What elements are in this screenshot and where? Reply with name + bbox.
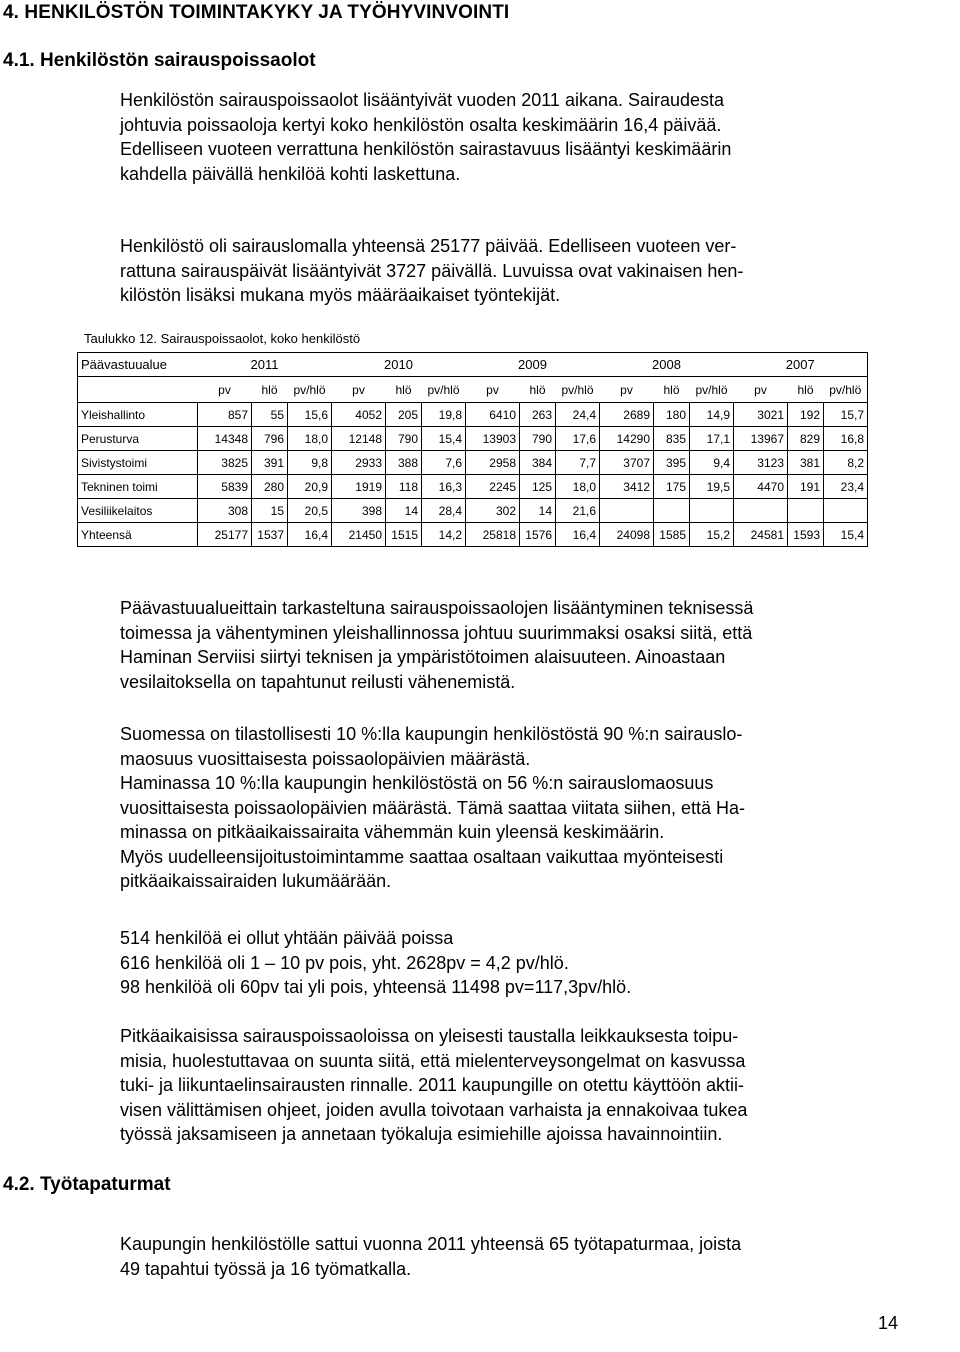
paragraph-long-term [120, 1024, 910, 1147]
paragraph-statistics [120, 722, 910, 894]
table-cell: 9,4 [690, 451, 734, 475]
text-line: Henkilöstön sairauspoissaolot lisääntyivät vuoden 2011 aikana. Sairaudesta [120, 90, 725, 110]
table-row-label: Yleishallinto [78, 403, 198, 427]
table-cell: 20,9 [288, 475, 332, 499]
table-cell: 1919 [332, 475, 386, 499]
table-cell: 25177 [198, 523, 252, 547]
table-row [78, 523, 868, 547]
table-year-header: 2007 [734, 353, 868, 377]
table-cell: 191 [788, 475, 824, 499]
table-cell: 55 [252, 403, 288, 427]
section-heading: 4. HENKILÖSTÖN TOIMINTAKYKY JA TYÖHYVINVOINTI [3, 2, 510, 23]
table-cell: 14348 [198, 427, 252, 451]
table-cell: 25818 [466, 523, 520, 547]
table-cell: 398 [332, 499, 386, 523]
table-cell: 9,8 [288, 451, 332, 475]
table-cell: 14290 [600, 427, 654, 451]
table-cell: 15,6 [288, 403, 332, 427]
text-line: johtuvia poissaoloja kertyi koko henkilöstön osalta keskimäärin 16,4 päivää. [120, 114, 722, 135]
table-cell: 205 [386, 403, 422, 427]
table-cell: 263 [520, 403, 556, 427]
table-cell: 18,0 [556, 475, 600, 499]
table-cell: 19,5 [690, 475, 734, 499]
table-cell: 3021 [734, 403, 788, 427]
table-cell: 2933 [332, 451, 386, 475]
table-cell: 381 [788, 451, 824, 475]
page-number: 14 [877, 1313, 898, 1333]
text-line: toimessa ja vähentyminen yleishallinnossa johtuu suurimmaksi osaksi siitä, että [120, 622, 753, 643]
table-subheader: pv [352, 382, 365, 397]
table-subheader: hlö [663, 382, 680, 397]
table-cell: 384 [520, 451, 556, 475]
table-cell: 23,4 [824, 475, 868, 499]
text-line: 98 henkilöä oli 60pv tai yli pois, yhteensä 11498 pv=117,3pv/hlö. [120, 977, 632, 997]
paragraph-analysis [120, 596, 910, 694]
table-cell [734, 499, 788, 523]
table-cell: 835 [654, 427, 690, 451]
table-cell: 16,4 [288, 523, 332, 547]
table-cell: 4052 [332, 403, 386, 427]
text-line: Henkilöstö oli sairauslomalla yhteensä 25177 päivää. Edelliseen vuoteen ver- [120, 236, 737, 256]
text-line: Haminassa 10 %:lla kaupungin henkilöstöstä on 56 %:n sairauslomaosuus [120, 773, 714, 793]
table-cell: 829 [788, 427, 824, 451]
table-row [78, 499, 868, 523]
table-cell: 2689 [600, 403, 654, 427]
table-cell: 13967 [734, 427, 788, 451]
sick-leave-table [77, 352, 868, 547]
table-subheader: pv [620, 382, 633, 397]
text-line: 49 tapahtui työssä ja 16 työmatkalla. [120, 1258, 412, 1279]
table-subheader: pv [218, 382, 231, 397]
table-cell: 1593 [788, 523, 824, 547]
table-cell: 118 [386, 475, 422, 499]
table-row [78, 475, 868, 499]
text-line: maosuus vuosittaisesta poissaolopäivien määrästä. [120, 748, 531, 769]
table-subheader: pv/hlö [293, 382, 326, 397]
table-year-header: 2011 [198, 353, 332, 377]
text-line: 514 henkilöä ei ollut yhtään päivää poissa [120, 928, 454, 948]
table-subheader: pv/hlö [427, 382, 460, 397]
table-cell: 3412 [600, 475, 654, 499]
text-line: työssä jaksamiseen ja annetaan työkaluja esimiehille ajoissa havainnointiin. [120, 1124, 723, 1144]
table-subheader: pv/hlö [561, 382, 594, 397]
table-cell: 796 [252, 427, 288, 451]
table-cell: 14 [386, 499, 422, 523]
table-cell: 15,4 [824, 523, 868, 547]
table-row [78, 451, 868, 475]
paragraph-intro [120, 88, 910, 186]
table-cell: 302 [466, 499, 520, 523]
paragraph-accidents [120, 1232, 910, 1281]
table-row-label: Sivistystoimi [78, 451, 198, 475]
table-cell: 14,2 [422, 523, 466, 547]
table-row [78, 427, 868, 451]
table-cell: 2245 [466, 475, 520, 499]
table-cell: 12148 [332, 427, 386, 451]
table-cell: 13903 [466, 427, 520, 451]
table-cell: 3123 [734, 451, 788, 475]
table-header-row [78, 353, 868, 377]
table-cell [824, 499, 868, 523]
paragraph-absence-counts [120, 926, 910, 1000]
subsection-heading-sick-leave: 4.1. Henkilöstön sairauspoissaolot [3, 50, 316, 71]
table-cell: 1537 [252, 523, 288, 547]
table-subheader: hlö [395, 382, 412, 397]
table-subheader: hlö [261, 382, 278, 397]
table-cell: 175 [654, 475, 690, 499]
table-year-header: 2008 [600, 353, 734, 377]
table-cell: 4470 [734, 475, 788, 499]
text-line: tuki- ja liikuntaelinsairausten rinnalle. 2011 kaupungille on otettu käyttöön aktii- [120, 1075, 745, 1095]
table-cell: 15,2 [690, 523, 734, 547]
table-subheader: hlö [529, 382, 546, 397]
table-row-label: Vesiliikelaitos [78, 499, 198, 523]
text-line: kilöstön lisäksi mukana myös määräaikaiset työntekijät. [120, 285, 561, 305]
table-subheader: pv [486, 382, 499, 397]
text-line: kahdella päivällä henkilöä kohti laskettuna. [120, 163, 461, 184]
text-line: minassa on pitkäaikaissairaita vähemmän kuin yleensä keskimäärin. [120, 822, 665, 842]
table-cell: 15 [252, 499, 288, 523]
table-cell: 16,4 [556, 523, 600, 547]
text-line: Pitkäaikaisissa sairauspoissaoloissa on yleisesti taustalla leikkauksesta toipu- [120, 1026, 739, 1046]
table-cell: 395 [654, 451, 690, 475]
table-cell: 1576 [520, 523, 556, 547]
table-cell: 14,9 [690, 403, 734, 427]
table-cell: 391 [252, 451, 288, 475]
table-cell: 16,3 [422, 475, 466, 499]
table-cell: 6410 [466, 403, 520, 427]
text-line: Edelliseen vuoteen verrattuna henkilöstön sairastavuus lisääntyi keskimäärin [120, 139, 732, 159]
table-cell: 20,5 [288, 499, 332, 523]
table-year-header: 2009 [466, 353, 600, 377]
text-line: Haminan Serviisi siirtyi teknisen ja ympäristötoimen alaisuuteen. Ainoastaan [120, 647, 726, 667]
table-row-label: Perusturva [78, 427, 198, 451]
subsection-heading-accidents: 4.2. Työtapaturmat [3, 1174, 171, 1195]
text-line: vesilaitoksella on tapahtunut reilusti vähenemistä. [120, 671, 516, 692]
table-subheader: pv/hlö [695, 382, 728, 397]
table-cell: 125 [520, 475, 556, 499]
table-cell [600, 499, 654, 523]
table-subheader: pv/hlö [824, 377, 868, 403]
table-cell [788, 499, 824, 523]
table-cell: 3825 [198, 451, 252, 475]
table-corner-label: Päävastuualue [78, 353, 198, 377]
table-cell: 1585 [654, 523, 690, 547]
table-cell: 24581 [734, 523, 788, 547]
table-cell: 28,4 [422, 499, 466, 523]
table-subheader-row [78, 377, 868, 403]
table-cell [690, 499, 734, 523]
text-line: Päävastuualueittain tarkasteltuna sairauspoissaolojen lisääntyminen teknisessä [120, 598, 754, 618]
table-cell: 180 [654, 403, 690, 427]
text-line: rattuna sairauspäivät lisääntyivät 3727 päivällä. Luvuissa ovat vakinaisen hen- [120, 260, 744, 281]
table-row [78, 403, 868, 427]
table-row-label: Yhteensä [78, 523, 198, 547]
table-row-label: Tekninen toimi [78, 475, 198, 499]
table-cell: 21450 [332, 523, 386, 547]
table-cell: 19,8 [422, 403, 466, 427]
table-cell: 5839 [198, 475, 252, 499]
table-cell: 1515 [386, 523, 422, 547]
table-cell: 192 [788, 403, 824, 427]
table-cell: 17,6 [556, 427, 600, 451]
table-cell: 16,8 [824, 427, 868, 451]
table-cell: 7,7 [556, 451, 600, 475]
table-cell: 15,7 [824, 403, 868, 427]
table-cell: 18,0 [288, 427, 332, 451]
table-cell: 790 [386, 427, 422, 451]
table-subheader: hlö [797, 382, 814, 397]
table-caption: Taulukko 12. Sairauspoissaolot, koko henkilöstö [84, 331, 361, 346]
table-cell: 7,6 [422, 451, 466, 475]
text-line: Suomessa on tilastollisesti 10 %:lla kaupungin henkilöstöstä 90 %:n sairauslo- [120, 724, 743, 744]
table-cell: 15,4 [422, 427, 466, 451]
table-cell: 308 [198, 499, 252, 523]
table-cell: 388 [386, 451, 422, 475]
text-line: 616 henkilöä oli 1 – 10 pv pois, yht. 2628pv = 4,2 pv/hlö. [120, 952, 569, 973]
table-cell: 17,1 [690, 427, 734, 451]
table-cell: 24098 [600, 523, 654, 547]
table-cell: 3707 [600, 451, 654, 475]
text-line: misia, huolestuttavaa on suunta siitä, että mielenterveysongelmat on kasvussa [120, 1050, 746, 1071]
table-cell [78, 377, 198, 403]
table-cell: 21,6 [556, 499, 600, 523]
table-subheader: pv [754, 382, 767, 397]
table-year-header: 2010 [332, 353, 466, 377]
table-cell: 8,2 [824, 451, 868, 475]
table-cell: 14 [520, 499, 556, 523]
table-cell: 2958 [466, 451, 520, 475]
table-cell: 280 [252, 475, 288, 499]
paragraph-total-days [120, 234, 910, 308]
table-cell: 857 [198, 403, 252, 427]
text-line: pitkäaikaissairaiden lukumäärään. [120, 871, 392, 891]
text-line: Myös uudelleensijoitustoimintamme saattaa osaltaan vaikuttaa myönteisesti [120, 846, 724, 867]
text-line: Kaupungin henkilöstölle sattui vuonna 2011 yhteensä 65 työtapaturmaa, joista [120, 1234, 742, 1254]
table-cell: 790 [520, 427, 556, 451]
text-line: visen välittämisen ohjeet, joiden avulla toivotaan varhaista ja ennakoivaa tukea [120, 1099, 748, 1120]
table-cell: 24,4 [556, 403, 600, 427]
text-line: vuosittaisesta poissaolopäivien määrästä. Tämä saattaa viitata siihen, että Ha- [120, 797, 745, 818]
table-cell [654, 499, 690, 523]
